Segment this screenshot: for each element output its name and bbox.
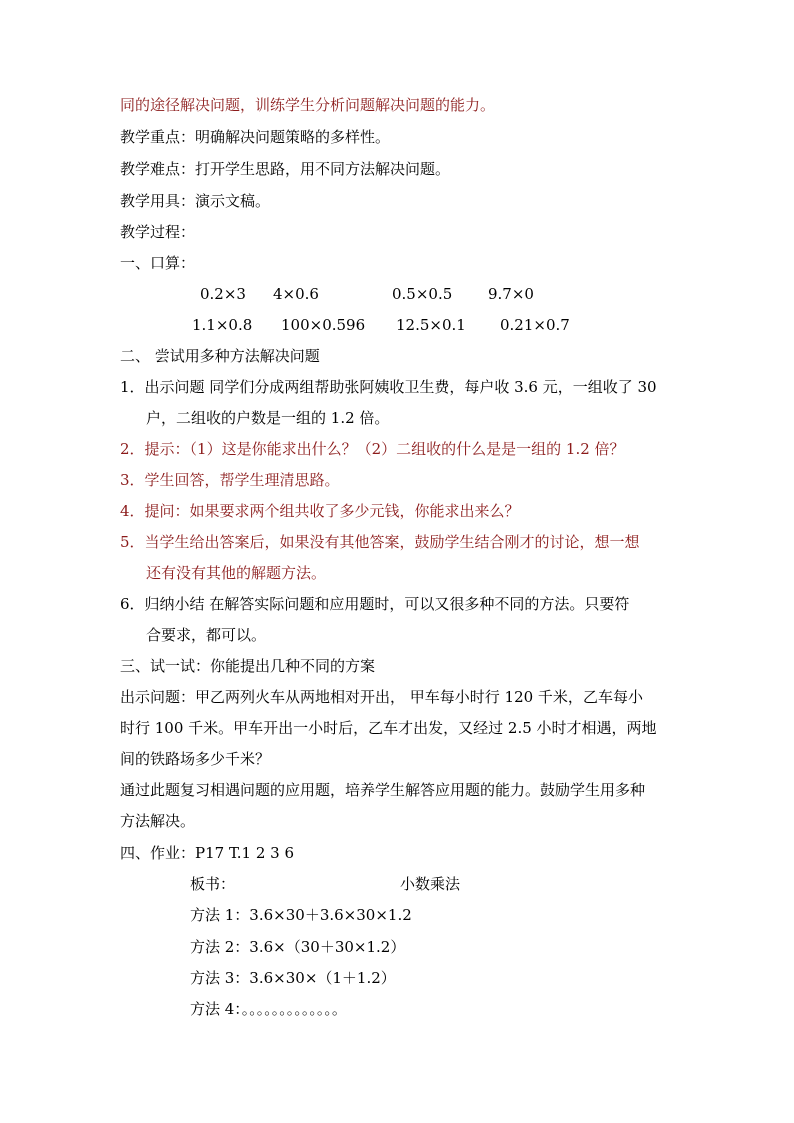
problem-text: 间的铁路场多少千米？: [120, 750, 271, 768]
problem-text: 出示问题：甲乙两列火车从两地相对开出， 甲车每小时行 120 千米，乙车每小: [120, 688, 643, 706]
oral-calc-item: 9.7×0: [488, 285, 534, 303]
oral-calc-item: 100×0.596: [281, 316, 366, 334]
list-item: 1．出示问题 同学们分成两组帮助张阿姨收卫生费，每户收 3.6 元，一组收了 30: [120, 378, 657, 396]
oral-calc-item: 4×0.6: [273, 285, 319, 303]
oral-calc-item: 12.5×0.1: [396, 316, 466, 334]
problem-text: 时行 100 千米。甲车开出一小时后，乙车才出发，又经过 2.5 小时才相遇，两地: [120, 719, 657, 737]
board-title: 小数乘法: [400, 875, 461, 893]
oral-calc-item: 1.1×0.8: [192, 316, 253, 334]
list-item-continuation: 合要求，都可以。: [146, 626, 267, 644]
key-point: 教学重点：明确解决问题策略的多样性。: [120, 128, 391, 146]
oral-calc-item: 0.5×0.5: [392, 285, 453, 303]
board-method: 方法 3：3.6×30×（1＋1.2）: [190, 969, 396, 987]
section3-title: 三、试一试：你能提出几种不同的方案: [120, 657, 376, 675]
note-text: 通过此题复习相遇问题的应用题，培养学生解答应用题的能力。鼓励学生用多种: [120, 781, 646, 799]
list-item: 5．当学生给出答案后，如果没有其他答案，鼓励学生结合刚才的讨论，想一想: [120, 533, 640, 551]
list-item: 4．提问：如果要求两个组共收了多少元钱，你能求出来么？: [120, 502, 520, 520]
difficulty: 教学难点：打开学生思路，用不同方法解决问题。: [120, 160, 451, 178]
board-label: 板书：: [190, 875, 236, 893]
board-method: 方法 1：3.6×30＋3.6×30×1.2: [190, 906, 412, 924]
list-item: 6．归纳小结 在解答实际问题和应用题时，可以又很多种不同的方法。只要符: [120, 595, 630, 613]
section2-title: 二、 尝试用多种方法解决问题: [120, 347, 320, 365]
oral-calc-item: 0.2×3: [200, 285, 246, 303]
list-item-continuation: 还有没有其他的解题方法。: [146, 564, 327, 582]
list-item: 2．提示：（1）这是你能求出什么？（2）二组收的什么是是一组的 1.2 倍？: [120, 440, 625, 458]
tools: 教学用具：演示文稿。: [120, 192, 271, 210]
board-method: 方法 2：3.6×（30＋30×1.2）: [190, 938, 406, 956]
section1-title: 一、口算：: [120, 254, 196, 272]
board-method: 方法 4：。。。。。。。。。。。。。: [190, 1000, 347, 1018]
note-text: 方法解决。: [120, 812, 196, 830]
list-item: 3．学生回答，帮学生理清思路。: [120, 471, 340, 489]
list-item-continuation: 户，二组收的户数是一组的 1.2 倍。: [146, 409, 390, 427]
intro-line: 同的途径解决问题，训练学生分析问题解决问题的能力。: [120, 96, 496, 114]
oral-calc-item: 0.21×0.7: [500, 316, 570, 334]
process-heading: 教学过程：: [120, 223, 196, 241]
homework-line: 四、作业：P17 T.1 2 3 6: [120, 844, 294, 862]
